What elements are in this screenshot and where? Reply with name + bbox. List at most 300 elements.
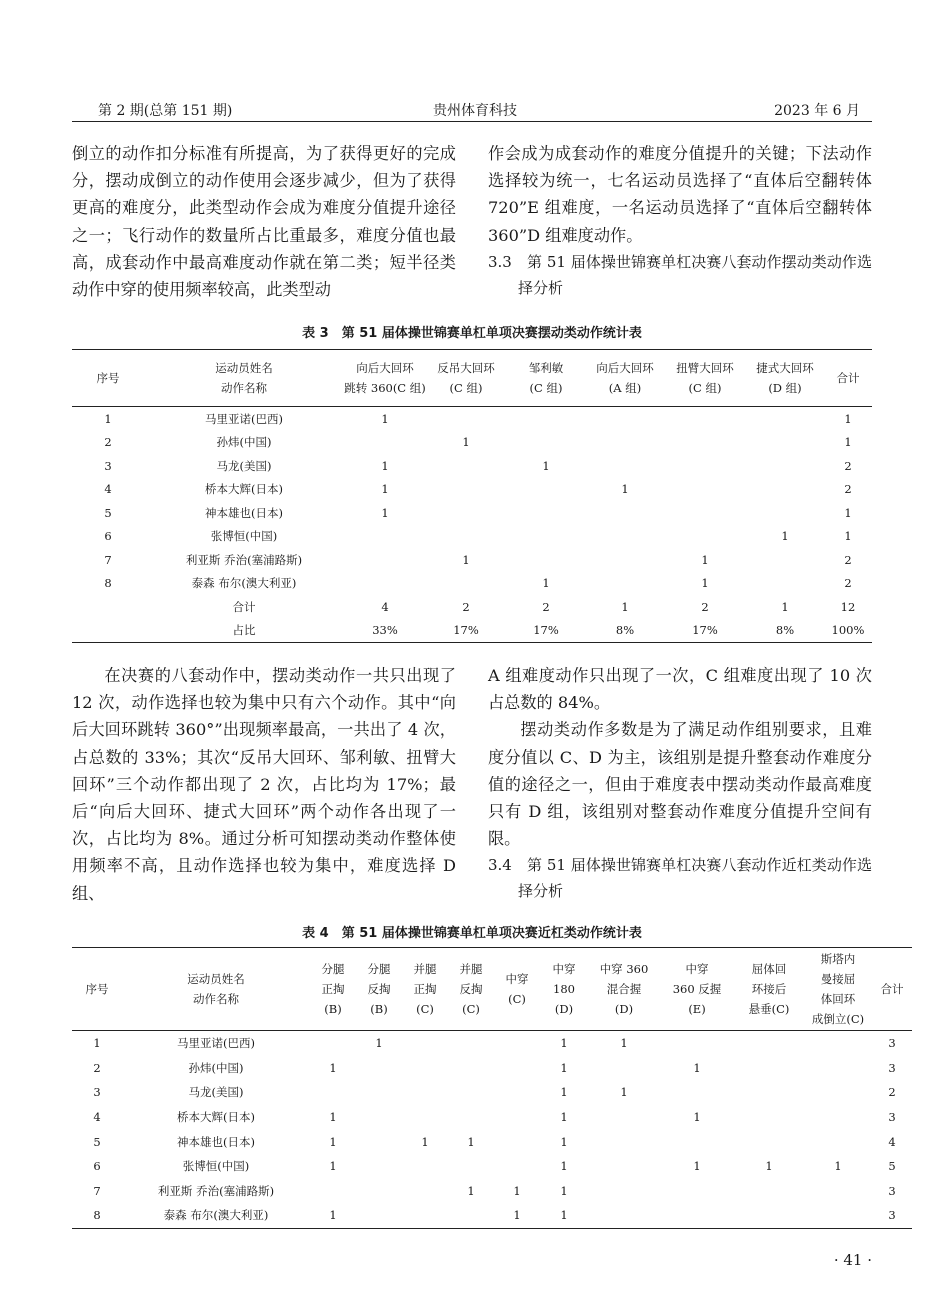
row-index-cell: 2 [104,435,112,450]
athlete-name-cell: 桥本大辉(日本) [177,1110,255,1125]
count-cell [586,548,664,572]
head-line: 向后大回环 [596,361,654,375]
row-total-cell: 12 [840,599,856,614]
count-cell: 1 [693,1110,701,1125]
count-cell [426,501,506,525]
count-cell: 1 [693,1060,701,1075]
count-cell: 1 [310,1203,356,1228]
count-cell [506,431,586,455]
head-line: 正掏 [413,982,437,996]
row-total-cell: 4 [888,1134,896,1149]
athlete-name-cell: 利亚斯 乔治(塞浦路斯) [185,552,303,567]
head-line: 屈体回 [751,962,787,976]
table4-col-header [540,948,588,1031]
athlete-name-cell: 孙炜(中国) [216,435,272,450]
count-cell [734,1179,804,1204]
head-line: (C 组) [449,381,483,395]
row-index-cell: 1 [104,411,112,426]
count-cell: 1 [540,1203,588,1228]
table4-head-index: 序号 [72,948,122,1031]
head-line: 并腿 [413,962,437,976]
table4-header-row [72,948,912,1031]
head-line: (B) [324,1002,342,1016]
head-line: 180 [553,982,575,996]
table-row [72,619,872,643]
count-cell [356,1154,402,1179]
count-cell [804,1179,872,1204]
athlete-name-cell: 合计 [232,599,256,614]
count-cell [310,1080,356,1105]
count-cell: 1 [329,1134,337,1149]
count-cell: 1 [560,1085,568,1100]
head-line: 正掏 [321,982,345,996]
count-cell [746,548,824,572]
table3-header-row [72,350,872,407]
head-line: 跳转 360(C 组) [344,381,426,395]
head-line: (D 组) [768,381,802,395]
row-total-cell: 3 [888,1183,896,1198]
table4-col-header [660,948,734,1031]
row-total-cell: 3 [888,1036,896,1051]
count-cell: 1 [329,1060,337,1075]
count-cell [804,1056,872,1081]
table4-caption: 表 4 第 51 届体操世锦赛单杠单项决赛近杠类动作统计表 [302,926,642,941]
head-name-line: 动作名称 [221,381,267,395]
table4-head-name [122,948,310,1031]
count-cell: 2 [701,599,709,614]
row-index-cell: 8 [72,1203,122,1228]
section-heading-3-4: 3.4 第 51 届体操世锦赛单杠决赛八套动作近杠类动作选择分析 [488,856,872,901]
count-cell: 4 [381,599,389,614]
count-cell [448,1203,494,1228]
row-total-cell: 3 [888,1060,896,1075]
head-line: 360 反握 [672,982,722,996]
left-column-top [72,140,456,303]
count-cell: 1 [701,552,709,567]
count-cell [746,454,824,478]
row-total-cell: 2 [888,1085,896,1100]
head-line: 反掏 [459,982,483,996]
athlete-name-cell: 张博恒(中国) [182,1159,250,1174]
table3-head-index: 序号 [72,350,144,407]
count-cell: 1 [329,1110,337,1125]
head-name-line: 动作名称 [193,992,239,1006]
table-row [72,478,872,502]
head-line: 扭臂大回环 [676,361,734,375]
athlete-name-cell: 张博恒(中国) [210,529,278,544]
head-line: 反掏 [367,982,391,996]
table-row [72,595,872,619]
count-cell: 1 [375,1036,383,1051]
count-cell [586,572,664,596]
count-cell: 1 [781,599,789,614]
head-line: (C 组) [529,381,563,395]
athlete-name-cell: 泰森 布尔(澳大利亚) [122,1203,310,1228]
table3-head-name [144,350,344,407]
count-cell [734,1031,804,1056]
head-line: 曼接屈 [820,972,856,986]
count-cell: 1 [542,576,550,591]
count-cell [586,501,664,525]
head-line: 混合握 [606,982,642,996]
count-cell [588,1056,660,1081]
head-line: 中穿 [685,962,709,976]
section-heading-3-3: 3.3 第 51 届体操世锦赛单杠决赛八套动作摆动类动作选择分析 [488,252,872,297]
row-index-cell [72,619,144,643]
count-cell [310,1179,356,1204]
count-cell [660,1179,734,1204]
row-index-cell: 7 [93,1183,101,1198]
table-row [72,1080,912,1105]
count-cell: 1 [421,1134,429,1149]
count-cell: 1 [329,1159,337,1174]
count-cell [494,1105,540,1130]
count-cell: 1 [381,482,389,497]
row-total-cell: 1 [844,529,852,544]
athlete-name-cell: 占比 [144,619,344,643]
count-cell: 2 [462,599,470,614]
count-cell: 1 [621,599,629,614]
count-cell [494,1031,540,1056]
count-cell: 17% [664,619,746,643]
head-line: 反吊大回环 [437,361,495,375]
head-line: 邹利敏 [528,361,564,375]
count-cell [506,407,586,431]
header-journal: 贵州体育科技 [433,103,517,119]
count-cell [356,1105,402,1130]
head-line: (B) [370,1002,388,1016]
count-cell [448,1154,494,1179]
count-cell [746,431,824,455]
table3-col-header [586,350,664,407]
count-cell [402,1031,448,1056]
count-cell [664,431,746,455]
count-cell: 1 [381,458,389,473]
count-cell [344,572,426,596]
count-cell [734,1105,804,1130]
count-cell [402,1179,448,1204]
row-total-cell: 1 [844,505,852,520]
table-row [72,1203,912,1228]
head-name-line: 运动员姓名 [215,361,273,375]
table-row [72,525,872,549]
count-cell: 1 [494,1203,540,1228]
count-cell: 1 [381,411,389,426]
count-cell [664,525,746,549]
table3-col-header [426,350,506,407]
row-index-cell: 8 [104,576,112,591]
count-cell [746,572,824,596]
row-total-cell: 2 [844,552,852,567]
head-line: 中穿 360 [599,962,649,976]
count-cell [586,407,664,431]
count-cell [402,1203,448,1228]
count-cell [586,431,664,455]
row-total-cell: 5 [888,1159,896,1174]
count-cell [402,1105,448,1130]
table3 [72,349,872,643]
table3-col-header [344,350,426,407]
head-line: 环接后 [751,982,787,996]
header-rule [72,121,872,122]
table4-head-total: 合计 [872,948,912,1031]
count-cell [660,1080,734,1105]
count-cell [494,1154,540,1179]
table4-col-header [448,948,494,1031]
athlete-name-cell: 神本雄也(日本) [205,505,283,520]
count-cell: 1 [834,1159,842,1174]
row-index-cell: 2 [93,1060,101,1075]
count-cell [356,1203,402,1228]
count-cell: 1 [560,1159,568,1174]
row-total-cell: 3 [872,1203,912,1228]
page-number: · 41 · [833,1251,872,1269]
count-cell [506,525,586,549]
head-line: (C 组) [688,381,722,395]
head-line: (C) [508,992,526,1006]
right-column-top [488,140,872,301]
count-cell [588,1203,660,1228]
table4-col-header [310,948,356,1031]
head-line: (D) [614,1002,634,1016]
count-cell [660,1031,734,1056]
count-cell: 1 [462,552,470,567]
count-cell [804,1031,872,1056]
count-cell [660,1129,734,1154]
row-total-cell: 3 [888,1110,896,1125]
count-cell [734,1129,804,1154]
count-cell [402,1056,448,1081]
count-cell: 1 [462,435,470,450]
paragraph-continued: A 组难度动作只出现了一次，C 组难度出现了 10 次占总数的 84%。 [488,666,872,713]
row-total-cell: 2 [844,576,852,591]
head-line: (C) [462,1002,480,1016]
left-column-mid [72,662,456,907]
count-cell: 1 [381,505,389,520]
count-cell [734,1056,804,1081]
count-cell: 1 [701,576,709,591]
row-index-cell: 5 [104,505,112,520]
athlete-name-cell: 桥本大辉(日本) [205,482,283,497]
count-cell: 1 [560,1060,568,1075]
table-row [72,1105,912,1130]
paragraph-continued: 作会成为成套动作的难度分值提升的关键；下法动作选择较为统一，七名运动员选择了“直体后空翻转体 720”E 组难度，一名运动员选择了“直体后空翻转体 360”D 组难度动作。 [488,144,872,245]
athlete-name-cell: 泰森 布尔(澳大利亚) [191,576,297,591]
row-total-cell: 1 [844,411,852,426]
count-cell: 1 [693,1159,701,1174]
head-line: 中穿 [505,972,529,986]
row-total-cell: 100% [824,619,872,643]
count-cell [804,1105,872,1130]
paragraph-continued: 倒立的动作扣分标准有所提高，为了获得更好的完成分，摆动成倒立的动作使用会逐步减少，但为了获得更高的难度分，此类型动作会成为难度分值提升途径之一；飞行动作的数量所占比重最多，难度分值也最高，成套动作中最高难度动作就在第二类；短半径类动作中穿的使用频率较高，此类型动 [72,144,456,300]
count-cell [402,1154,448,1179]
count-cell [506,548,586,572]
row-index-cell: 4 [93,1110,101,1125]
count-cell: 1 [781,529,789,544]
table3-head-total: 合计 [824,350,872,407]
count-cell: 1 [513,1183,521,1198]
count-cell [356,1179,402,1204]
paragraph: 在决赛的八套动作中，摆动类动作一共只出现了 12 次，动作选择也较为集中只有六个动作。其中“向后大回环跳转 360°”出现频率最高，一共出了 4 次，占总数的 33%；其次“反吊大回环、邹利敏、扭臂大回环”三个动作都出现了 2 次，占比均为 17%；最后“向后大回环、捷式大回环”两个动作各出现了一次，占比均为 8%。通过分析可知摆动类动作整体使用频率不高，且动作选择也较为集中，难度选择 D 组、 [72,666,456,903]
head-line: 分腿 [321,962,345,976]
count-cell: 8% [746,619,824,643]
right-column-mid [488,662,872,904]
row-index-cell [72,595,144,619]
count-cell: 1 [542,458,550,473]
head-line: (C) [416,1002,434,1016]
count-cell [426,572,506,596]
count-cell [494,1056,540,1081]
count-cell [746,407,824,431]
count-cell [344,525,426,549]
athlete-name-cell: 神本雄也(日本) [177,1134,255,1149]
head-line: (E) [688,1002,706,1016]
count-cell [804,1129,872,1154]
table-row [72,548,872,572]
athlete-name-cell: 孙炜(中国) [188,1060,244,1075]
head-line: (A 组) [608,381,642,395]
table4-col-header [494,948,540,1031]
head-line: 捷式大回环 [756,361,814,375]
row-total-cell: 2 [844,458,852,473]
count-cell: 1 [560,1110,568,1125]
count-cell [448,1080,494,1105]
count-cell [734,1080,804,1105]
count-cell [804,1203,872,1228]
count-cell: 17% [506,619,586,643]
count-cell [402,1080,448,1105]
row-total-cell: 1 [844,435,852,450]
count-cell [664,407,746,431]
count-cell [746,501,824,525]
row-index-cell: 5 [93,1134,101,1149]
count-cell: 1 [765,1159,773,1174]
head-line: 悬垂(C) [748,1002,790,1016]
athlete-name-cell: 马龙(美国) [216,458,272,473]
count-cell [588,1179,660,1204]
head-line: 向后大回环 [356,361,414,375]
count-cell [426,525,506,549]
count-cell: 1 [560,1036,568,1051]
table-row [72,501,872,525]
row-total-cell: 2 [844,482,852,497]
table3-col-header [506,350,586,407]
table-row [72,407,872,431]
count-cell [356,1056,402,1081]
count-cell [588,1129,660,1154]
head-line: 斯塔内 [820,952,856,966]
count-cell [588,1105,660,1130]
table3-col-header [664,350,746,407]
table-row [72,1056,912,1081]
count-cell: 8% [586,619,664,643]
table-row [72,454,872,478]
count-cell [344,548,426,572]
table4-col-header [356,948,402,1031]
row-index-cell: 4 [104,482,112,497]
count-cell [426,454,506,478]
count-cell [664,501,746,525]
count-cell [344,431,426,455]
count-cell [494,1129,540,1154]
head-line: 中穿 [552,962,576,976]
count-cell: 33% [344,619,426,643]
count-cell [664,454,746,478]
athlete-name-cell: 马龙(美国) [188,1085,244,1100]
table-row [72,1031,912,1056]
count-cell: 1 [620,1036,628,1051]
count-cell: 1 [620,1085,628,1100]
count-cell [506,501,586,525]
table4 [72,947,912,1229]
row-index-cell: 3 [104,458,112,473]
head-line: (D) [554,1002,574,1016]
header-issue: 第 2 期(总第 151 期) [98,103,233,119]
row-index-cell: 7 [104,552,112,567]
athlete-name-cell: 马里亚诺(巴西) [177,1036,255,1051]
count-cell [586,454,664,478]
count-cell: 17% [426,619,506,643]
count-cell: 1 [467,1134,475,1149]
count-cell [448,1031,494,1056]
row-index-cell: 1 [93,1036,101,1051]
table3-caption: 表 3 第 51 届体操世锦赛单杠单项决赛摆动类动作统计表 [302,326,642,341]
count-cell [746,478,824,502]
table-row [72,431,872,455]
count-cell [734,1203,804,1228]
row-index-cell: 3 [93,1085,101,1100]
athlete-name-cell: 马里亚诺(巴西) [205,411,283,426]
table-row [72,572,872,596]
count-cell: 1 [560,1183,568,1198]
table-row [72,1154,912,1179]
paragraph: 摆动类动作多数是为了满足动作组别要求，且难度分值以 C、D 为主，该组别是提升整套动作难度分值的途径之一，但由于难度表中摆动类动作最高难度只有 D 组，该组别对整套动作难度分值提升空间有限。 [488,720,872,849]
athlete-name-cell: 利亚斯 乔治(塞浦路斯) [157,1183,275,1198]
head-line: 分腿 [367,962,391,976]
count-cell [664,478,746,502]
count-cell: 1 [467,1183,475,1198]
count-cell [448,1056,494,1081]
table-row [72,1179,912,1204]
table4-col-header [804,948,872,1031]
table4-col-header [402,948,448,1031]
table-row [72,1129,912,1154]
count-cell [426,407,506,431]
count-cell [310,1031,356,1056]
count-cell [804,1080,872,1105]
row-index-cell: 6 [93,1159,101,1174]
count-cell [356,1129,402,1154]
count-cell [586,525,664,549]
head-line: 并腿 [459,962,483,976]
table4-col-header [588,948,660,1031]
count-cell: 2 [542,599,550,614]
count-cell [506,478,586,502]
table3-col-header [746,350,824,407]
table4-col-header [734,948,804,1031]
count-cell: 1 [560,1134,568,1149]
header-date: 2023 年 6 月 [774,103,860,119]
head-name-line: 运动员姓名 [187,972,245,986]
count-cell: 1 [621,482,629,497]
head-line: 体回环 [820,992,856,1006]
count-cell [356,1080,402,1105]
count-cell [660,1203,734,1228]
head-line: 成倒立(C) [811,1012,865,1026]
count-cell [494,1080,540,1105]
row-index-cell: 6 [104,529,112,544]
count-cell [448,1105,494,1130]
